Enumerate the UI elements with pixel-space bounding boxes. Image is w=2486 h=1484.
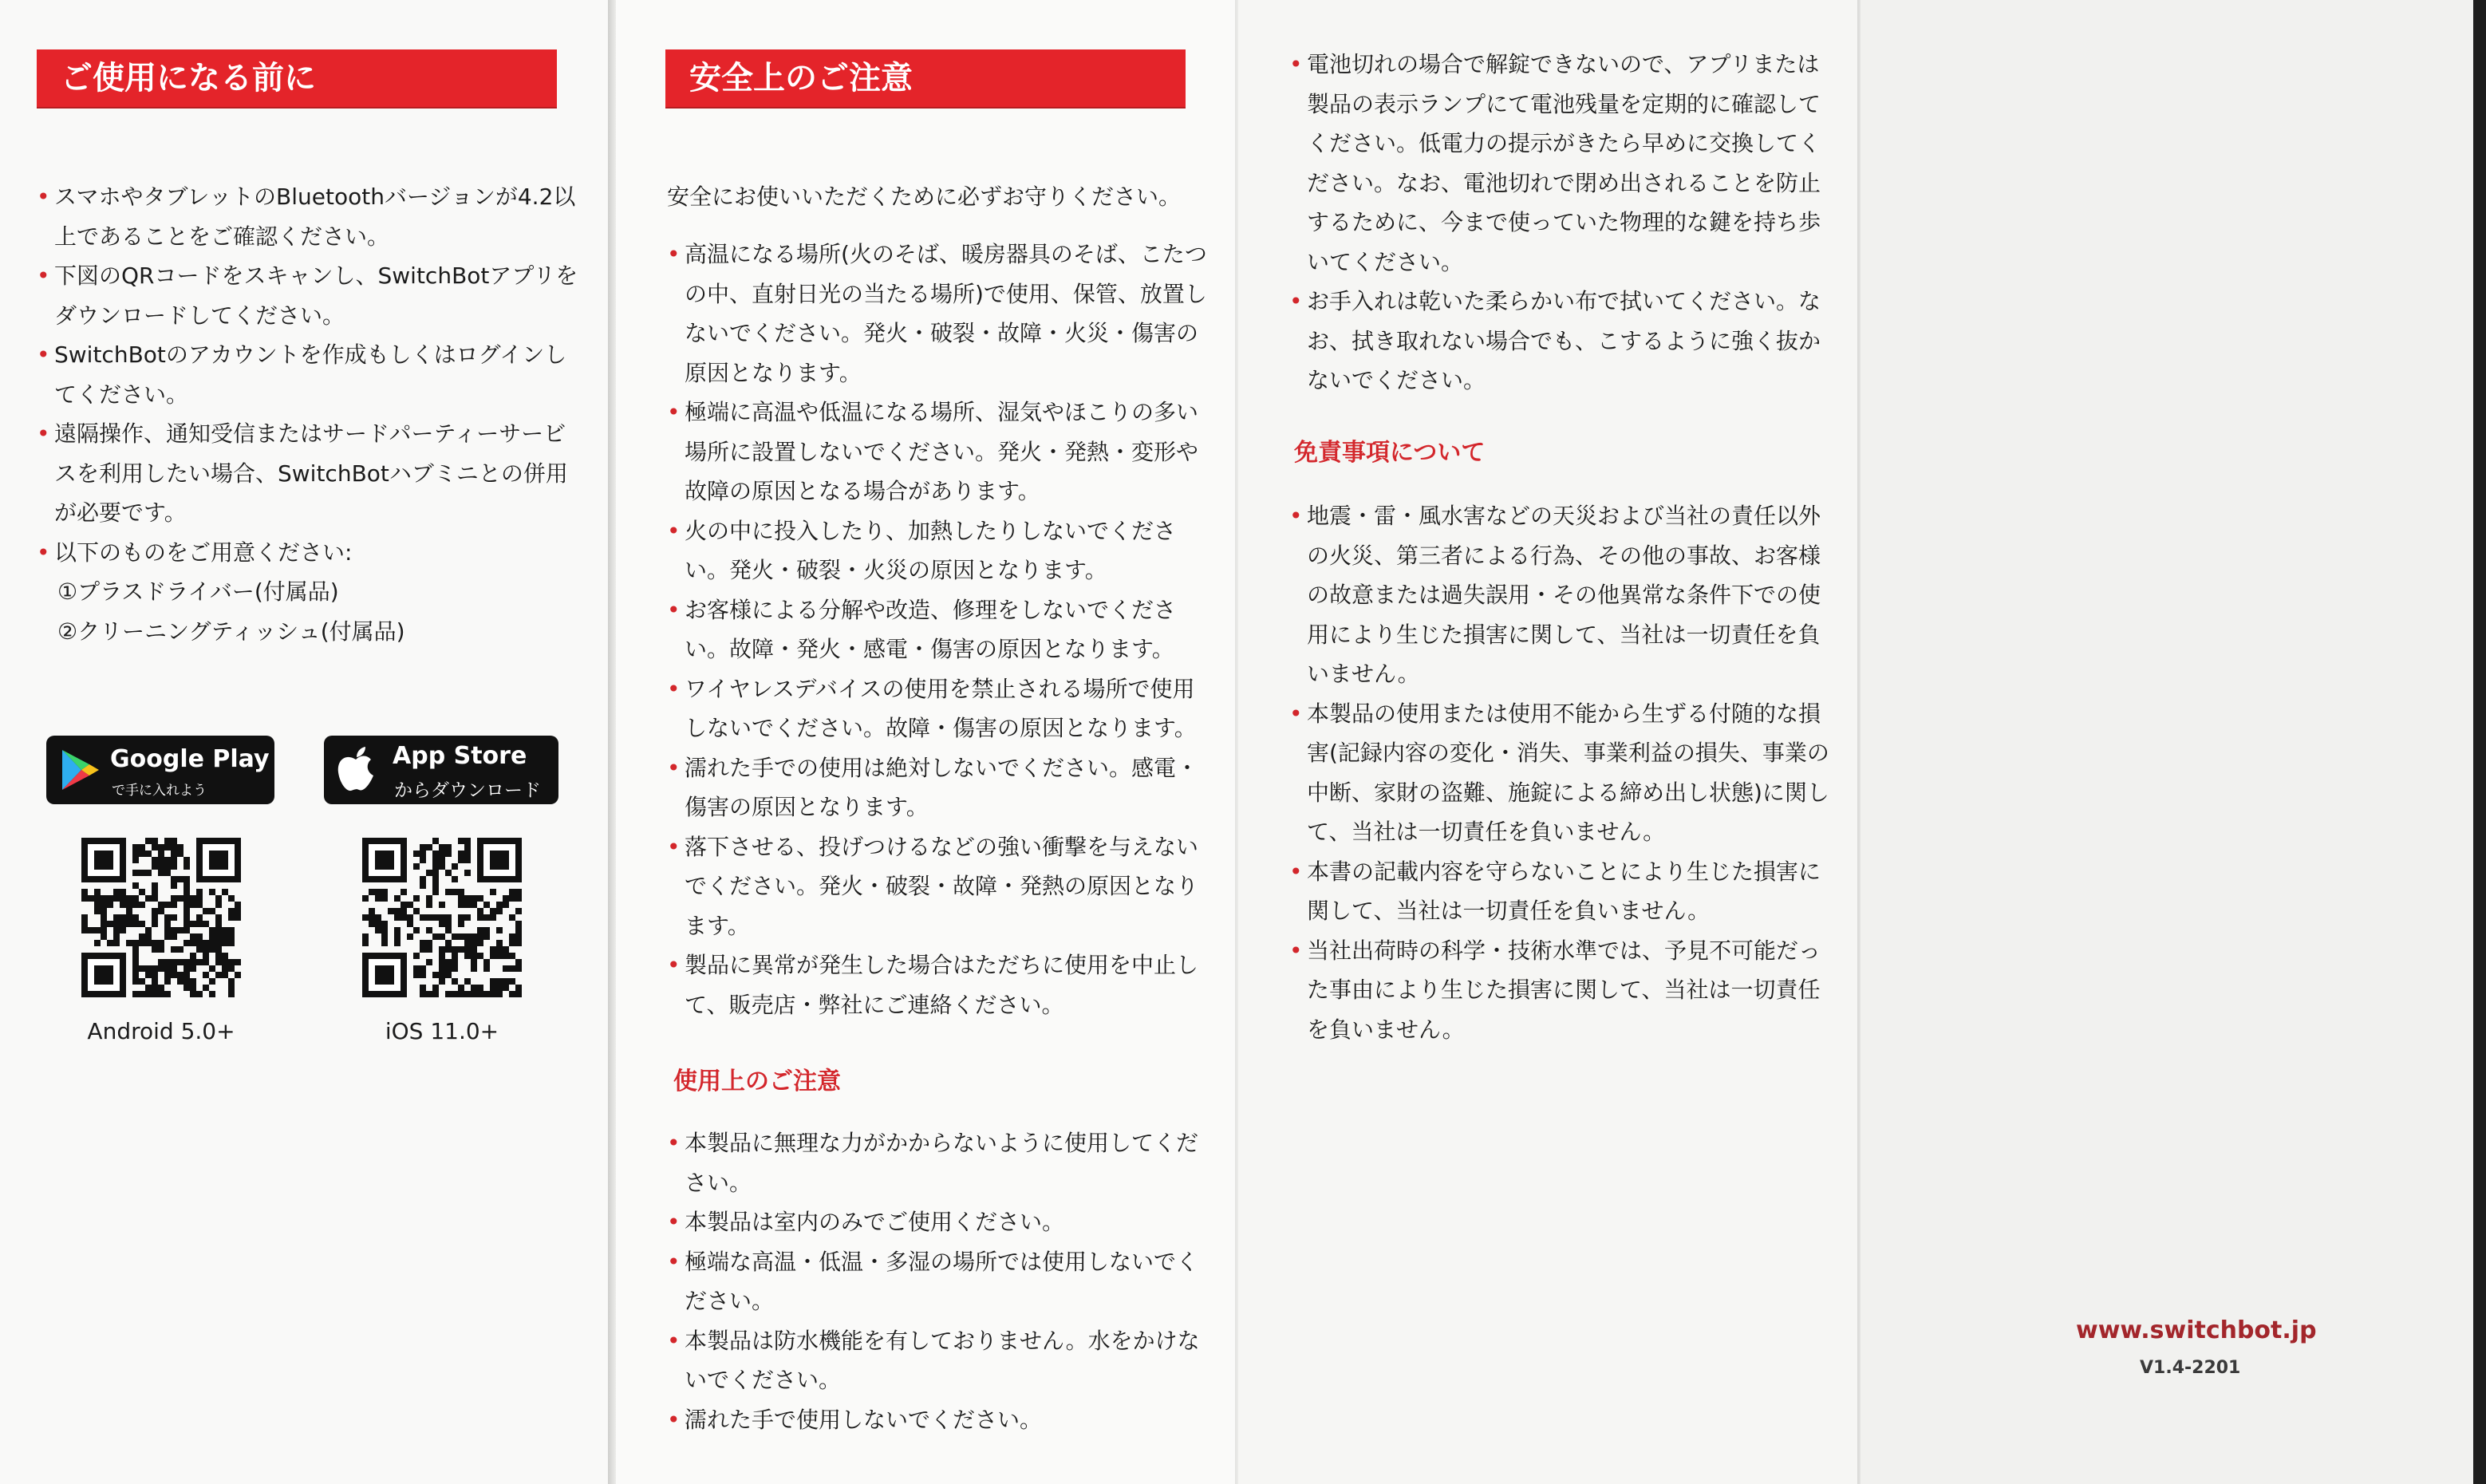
list-item: • お客様による分解や改造、修理をしないでください。故障・発火・感電・傷害の原因となります。 bbox=[667, 590, 1209, 669]
list-item: • 高温になる場所(火のそば、暖房器具のそば、こたつの中、直射日光の当たる場所)で使用、保管、放置しないでください。発火・破裂・故障・火災・傷害の原因となります。 bbox=[667, 235, 1209, 393]
version-label: V1.4-2201 bbox=[2140, 1358, 2241, 1378]
list-item: • 以下のものをご用意ください: bbox=[37, 533, 579, 573]
list-item: • 本製品に無理な力がかからないように使用してください。 bbox=[667, 1123, 1209, 1202]
care-list bbox=[1289, 45, 1832, 401]
list-item: • 当社出荷時の科学・技術水準では、予見不可能だった事由により生じた損害に関して、当社は一切責任を負いません。 bbox=[1289, 931, 1832, 1050]
list-item: • 遠隔操作、通知受信またはサードパーティーサービスを利用したい場合、SwitchBotハブミニとの併用が必要です。 bbox=[37, 414, 579, 533]
disclaimer-list bbox=[1289, 496, 1832, 1049]
app-store-badge[interactable] bbox=[324, 736, 558, 804]
list-item: • 落下させる、投げつけるなどの強い衝撃を与えないでください。発火・破裂・故障・発熱の原因となります。 bbox=[667, 827, 1209, 946]
list-item: • 濡れた手で使用しないでください。 bbox=[667, 1400, 1209, 1440]
list-item: • お手入れは乾いた柔らかい布で拭いてください。なお、拭き取れない場合でも、こするように強く抜かないでください。 bbox=[1289, 282, 1832, 401]
usage-list bbox=[667, 1123, 1209, 1439]
sub-item: ②クリーニングティッシュ(付属品) bbox=[57, 618, 405, 645]
section-title: ご使用になる前に bbox=[61, 60, 316, 97]
list-item: • 製品に異常が発生した場合はただちに使用を中止して、販売店・弊社にご連絡ください。 bbox=[667, 945, 1209, 1024]
list-item: • 本製品の使用または使用不能から生ずる付随的な損害(記録内容の変化・消失、事業利益の損失、事業の中断、家財の盗難、施錠による締め出し状態)に関して、当社は一切責任を負いません。 bbox=[1289, 694, 1832, 852]
section-banner-safety bbox=[665, 49, 1186, 107]
safety-intro: 安全にお使いいただくために必ずお守りください。 bbox=[667, 184, 1182, 210]
section-title: 安全上のご注意 bbox=[689, 60, 913, 97]
section-banner-before-use bbox=[37, 49, 557, 107]
list-item: • 本製品は室内のみでご使用ください。 bbox=[667, 1202, 1209, 1242]
list-item: • 地震・雷・風水害などの天災および当社の責任以外の火災、第三者による行為、その他の事故、お客様の故意または過失誤用・その他異常な条件下での使用により生じた損害に関して、当社は一切責任を負いません。 bbox=[1289, 496, 1832, 694]
panel-before-use bbox=[0, 0, 608, 1484]
safety-list bbox=[667, 235, 1209, 1024]
list-item: • スマホやタブレットのBluetoothバージョンが4.2以上であることをご確認ください。 bbox=[37, 177, 579, 256]
qr-code-icon bbox=[362, 838, 522, 997]
ios-version-label: iOS 11.0+ bbox=[385, 1018, 499, 1044]
google-play-badge[interactable] bbox=[46, 736, 274, 804]
panel-back-cover bbox=[1861, 0, 2473, 1484]
list-item: • 濡れた手での使用は絶対しないでください。感電・傷害の原因となります。 bbox=[667, 748, 1209, 827]
sub-item: ①プラスドライバー(付属品) bbox=[57, 578, 339, 605]
list-item: • 本書の記載内容を守らないことにより生じた損害に関して、当社は一切責任を負いません。 bbox=[1289, 852, 1832, 931]
list-item: • ワイヤレスデバイスの使用を禁止される場所で使用しないでください。故障・傷害の原因となります。 bbox=[667, 669, 1209, 748]
page-edge bbox=[2473, 0, 2486, 1484]
usage-heading: 使用上のご注意 bbox=[673, 1068, 841, 1095]
list-item: • SwitchBotのアカウントを作成もしくはログインしてください。 bbox=[37, 335, 579, 414]
qr-code-icon bbox=[81, 838, 241, 997]
panel-safety bbox=[616, 0, 1238, 1484]
list-item: • 極端な高温・低温・多湿の場所では使用しないでください。 bbox=[667, 1242, 1209, 1321]
website-url[interactable]: www.switchbot.jp bbox=[2076, 1316, 2317, 1344]
google-play-title: Google Play bbox=[110, 745, 270, 773]
list-item: • 電池切れの場合で解錠できないので、アプリまたは製品の表示ランプにて電池残量を定期的に確認してください。低電力の提示がきたら早めに交換してください。なお、電池切れで閉め出されることを防止するために、今まで使っていた物理的な鍵を持ち歩いてください。 bbox=[1289, 45, 1832, 282]
list-item: • 下図のQRコードをスキャンし、SwitchBotアプリをダウンロードしてください。 bbox=[37, 256, 579, 335]
list-item: • 火の中に投入したり、加熱したりしないでください。発火・破裂・火災の原因となります。 bbox=[667, 511, 1209, 590]
panel-care-disclaimer bbox=[1238, 0, 1861, 1484]
android-version-label: Android 5.0+ bbox=[87, 1018, 235, 1044]
list-item: • 極端に高温や低温になる場所、湿気やほこりの多い場所に設置しないでください。発火・発熱・変形や故障の原因となる場合があります。 bbox=[667, 393, 1209, 511]
app-store-title: App Store bbox=[393, 742, 527, 770]
fold-line bbox=[608, 0, 616, 1484]
disclaimer-heading: 免責事項について bbox=[1294, 439, 1486, 467]
before-use-list bbox=[37, 177, 579, 651]
apple-icon bbox=[335, 745, 377, 793]
list-item: • 本製品は防水機能を有しておりません。水をかけないでください。 bbox=[667, 1321, 1209, 1400]
app-store-subtitle: からダウンロード bbox=[394, 780, 541, 801]
google-play-icon bbox=[57, 747, 104, 793]
google-play-subtitle: で手に入れよう bbox=[112, 783, 207, 799]
